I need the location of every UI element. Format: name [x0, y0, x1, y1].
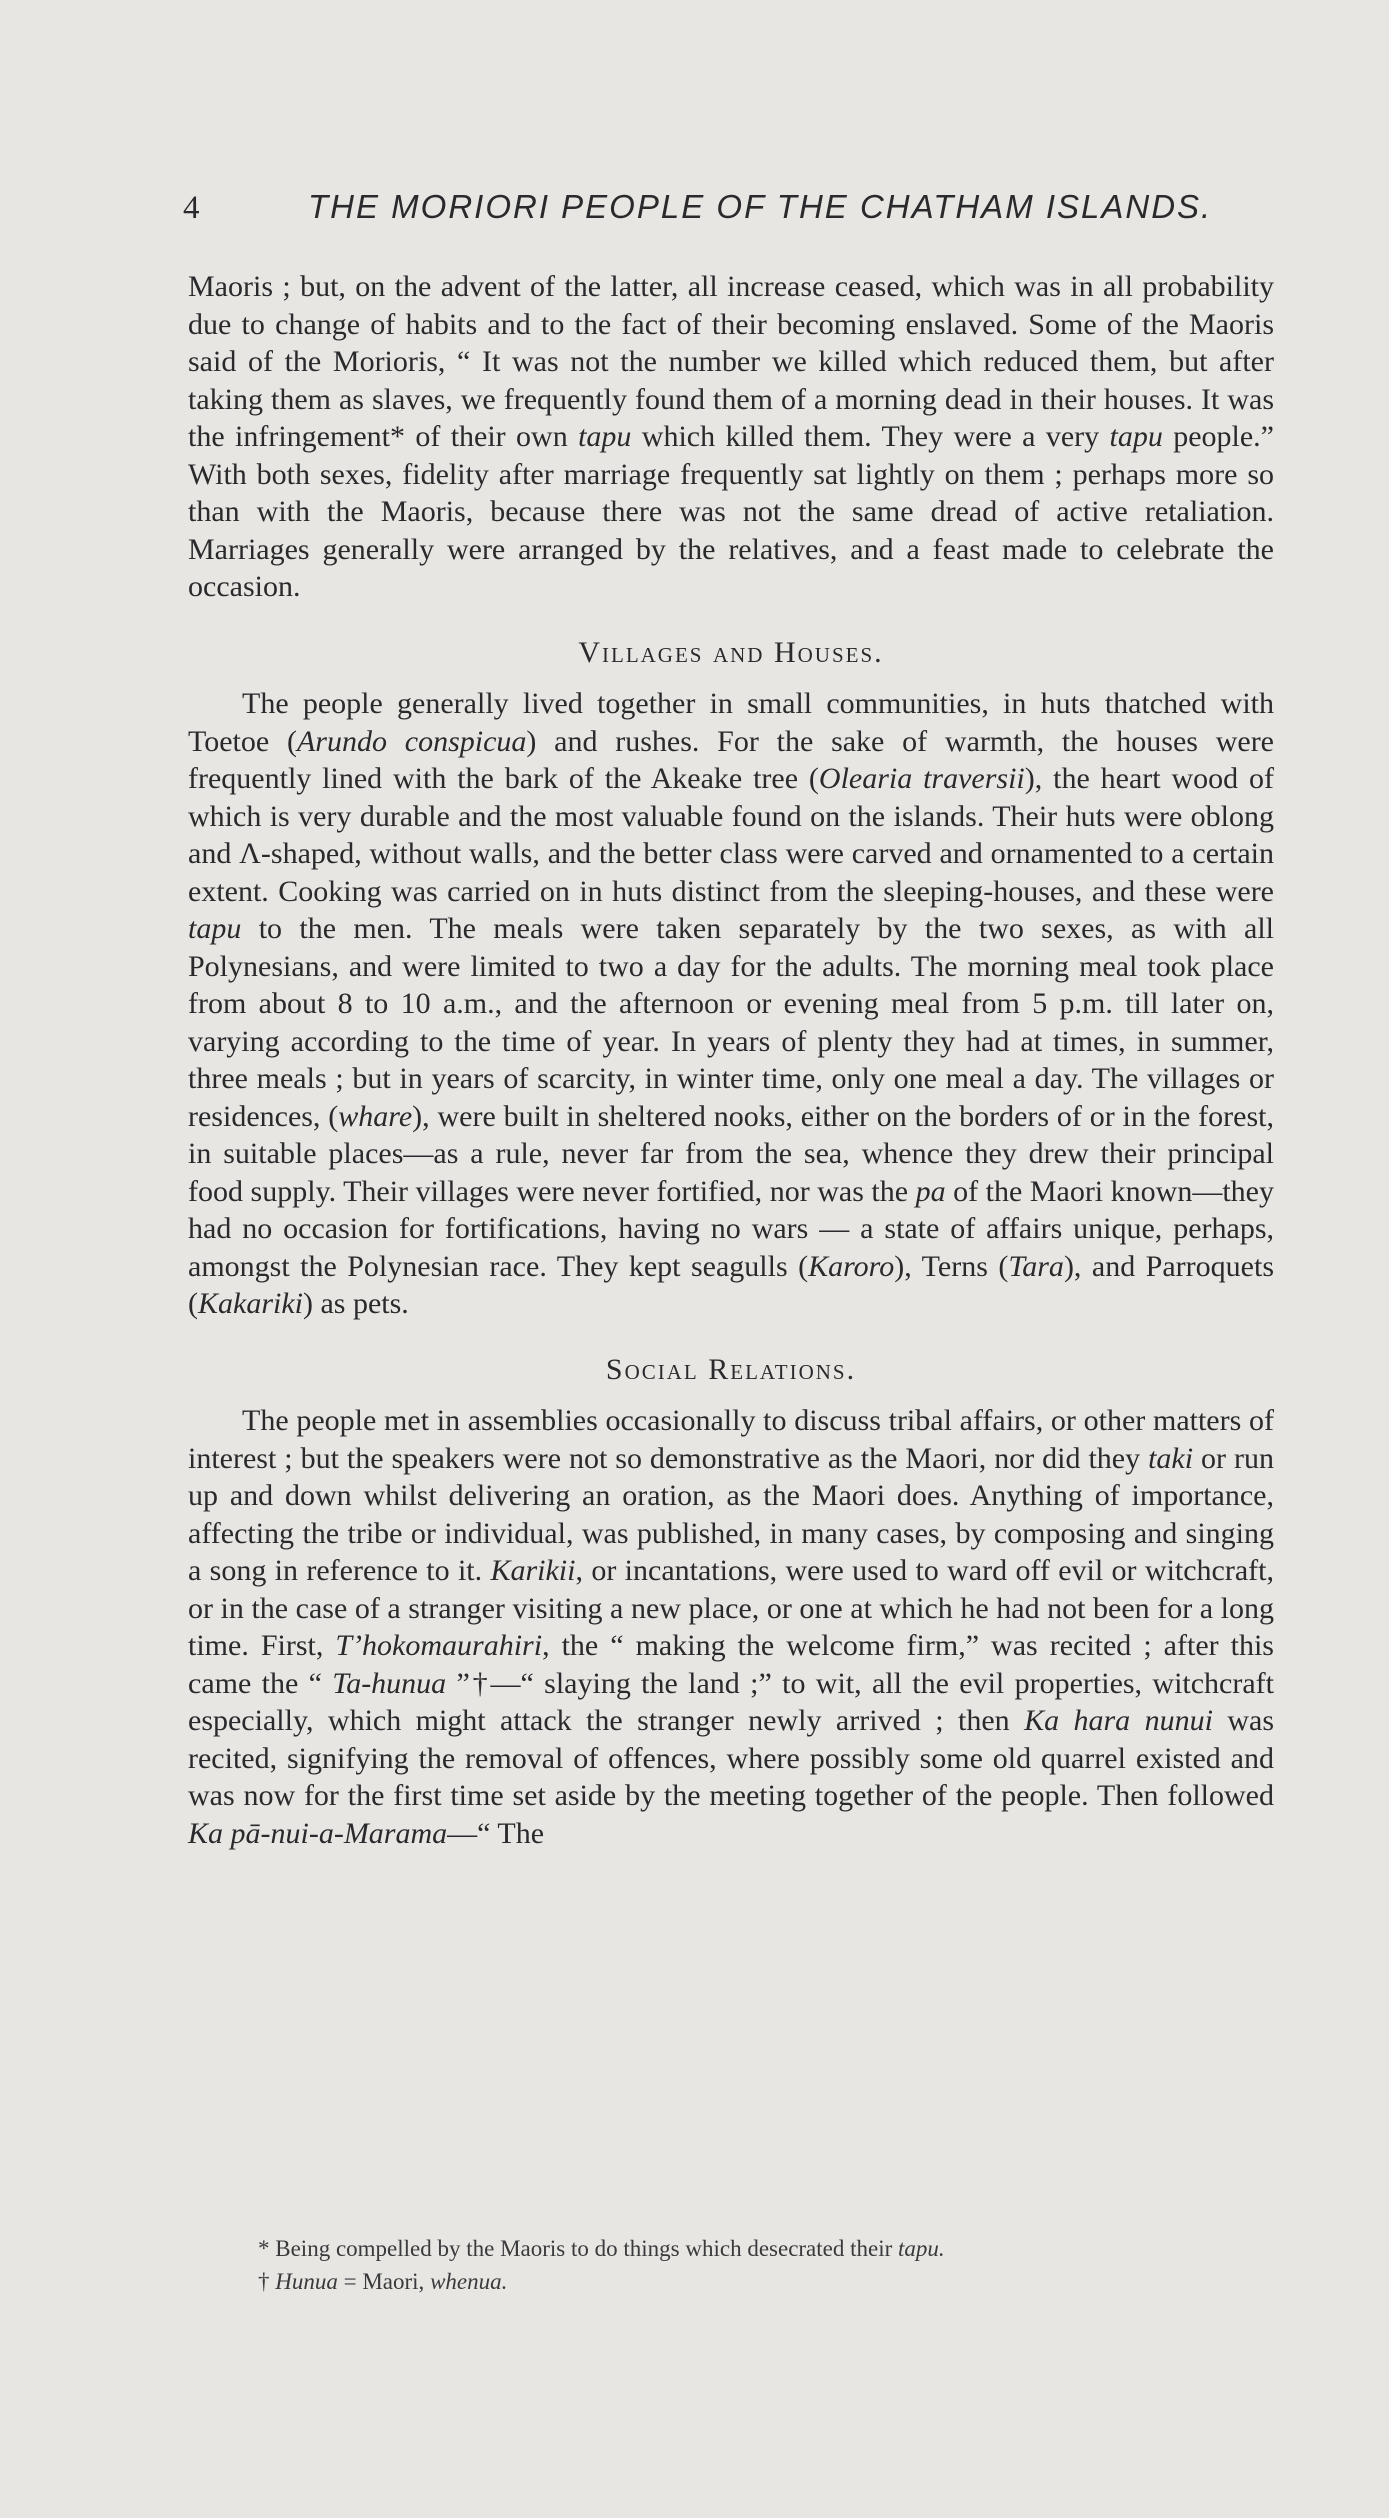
- footnotes: [258, 2232, 1258, 2298]
- social-paragraph: The people met in assemblies occasionally to discuss tribal affairs, or other matters of interest ; but the speakers were not so demonstrative as the Maori, nor did they taki or run up and down whilst delivering an oration, as the Maori does. Anything of importance, affecting the tribe or individual, was published, in many cases, by composing and singing a song in reference to it. Karikii, or incantations, were used to ward off evil or witchcraft, or in the case of a stranger visiting a new place, or one at which he had not been for a long time. First, T’hokomaurahiri, the “ making the welcome firm,” was recited ; after this came the “ Ta-hunua ”†—“ slaying the land ;” to wit, all the evil properties, witchcraft especially, which might attack the stranger newly arrived ; then Ka hara nunui was recited, signifying the removal of offences, where possibly some old quarrel existed and was now for the first time set aside by the meeting together of the people. Then followed Ka pā-nui-a-Marama—“ The: [188, 1404, 1275, 1850]
- italic-term: tapu.: [898, 2236, 945, 2261]
- italic-term: Olearia traversii: [818, 762, 1025, 795]
- italic-term: Hunua: [275, 2269, 338, 2294]
- running-header: [183, 188, 1283, 227]
- italic-term: taki: [1148, 1441, 1194, 1475]
- italic-term: Karoro: [808, 1249, 895, 1283]
- page-number: 4: [183, 190, 201, 226]
- italic-term: Kakariki: [198, 1287, 303, 1320]
- italic-term: Tara: [1008, 1249, 1064, 1283]
- italic-term: Karikii: [490, 1554, 576, 1587]
- italic-term: pa: [915, 1174, 946, 1208]
- heading-villages-and-houses: Villages and Houses.: [578, 635, 884, 669]
- villages-paragraph: The people generally lived together in small communities, in huts thatched with Toetoe (Arundo conspicua) and rushes. For the sake of warmth, the houses were frequently lined with the bark of the Akeake tree (Olearia traversii), the heart wood of which is very durable and the most valuable found on the islands. Their huts were oblong and Λ-shaped, without walls, and the better class were carved and ornamented to a certain extent. Cooking was carried on in huts distinct from the sleeping-houses, and these were tapu to the men. The meals were taken separately by the two sexes, as with all Polynesians, and were limited to two a day for the adults. The morning meal took place from about 8 to 10 a.m., and the afternoon or evening meal from 5 p.m. till later on, varying according to the time of year. In years of plenty they had at times, in summer, three meals ; but in years of scarcity, in winter time, only one meal a day. The villages or residences, (whare), were built in sheltered nooks, either on the borders of or in the forest, in suitable places—as a rule, never far from the sea, whence they drew their principal food supply. Their villages were never fortified, nor was the pa of the Maori known—they had no occasion for fortifications, having no wars — a state of affairs unique, perhaps, amongst the Polynesian race. They kept seagulls (Karoro), Terns (Tara), and Parroquets (Kakariki) as pets.: [188, 687, 1275, 1320]
- italic-term: whenua.: [430, 2269, 508, 2294]
- italic-term: whare: [338, 1099, 413, 1133]
- italic-term: T’hokomaurahiri: [335, 1629, 543, 1662]
- italic-term: tapu: [1109, 420, 1163, 453]
- italic-term: Ka pā-nui-a-Marama: [188, 1816, 448, 1850]
- italic-term: tapu: [578, 420, 632, 453]
- italic-term: tapu: [188, 912, 242, 945]
- body-text: [188, 268, 1274, 1852]
- running-title: THE MORIORI PEOPLE OF THE CHATHAM ISLANDS.: [308, 188, 1213, 225]
- italic-term: Ka hara nunui: [1024, 1704, 1213, 1737]
- italic-term: Arundo conspicua: [296, 724, 527, 758]
- italic-term: Ta-hunua: [332, 1666, 447, 1700]
- intro-paragraph: Maoris ; but, on the advent of the latter, all increase ceased, which was in all probability due to change of habits and to the fact of their becoming enslaved. Some of the Maoris said of the Morioris, “ It was not the number we killed which reduced them, but after taking them as slaves, we frequently found them of a morning dead in their houses. It was the infringement* of their own tapu which killed them. They were a very tapu people.” With both sexes, fidelity after marriage frequently sat lightly on them ; perhaps more so than with the Maoris, because there was not the same dread of active retaliation. Marriages generally were arranged by the relatives, and a feast made to celebrate the occasion.: [188, 270, 1274, 603]
- heading-social-relations: Social Relations.: [605, 1352, 857, 1386]
- footnote-dagger: † Hunua = Maori, whenua.: [258, 2269, 508, 2294]
- footnote-asterisk: * Being compelled by the Maoris to do things which desecrated their tapu.: [258, 2236, 945, 2261]
